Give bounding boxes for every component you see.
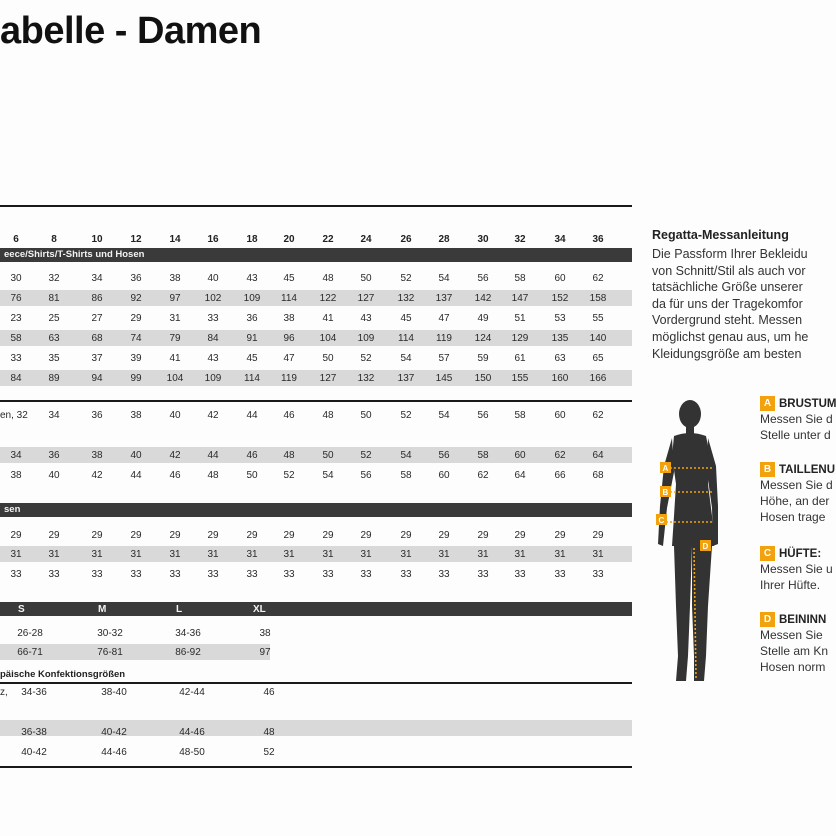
table-cell: 38-40 (101, 687, 127, 698)
table-cell: 84 (10, 373, 22, 384)
table-cell: 124 (474, 333, 492, 344)
table-cell: 42 (169, 450, 181, 461)
table-cell: 48 (207, 470, 219, 481)
section-rule (0, 400, 632, 402)
table-cell: 29 (169, 530, 181, 541)
table-cell: 42 (207, 410, 219, 421)
table-cell: 84 (207, 333, 219, 344)
legend-text: Messen Sie d (760, 412, 833, 426)
table-cell: 50 (322, 353, 334, 364)
table-cell: 62 (592, 273, 604, 284)
table-cell: 29 (130, 530, 142, 541)
table-cell: 65 (592, 353, 604, 364)
table-cell: 86-92 (175, 647, 201, 658)
table-cell: 31 (91, 549, 103, 560)
table-cell: 33 (91, 569, 103, 580)
table-cell: 51 (514, 313, 526, 324)
table-cell: 43 (246, 273, 258, 284)
table-cell: 29 (283, 530, 295, 541)
table-cell: 66-71 (17, 647, 43, 658)
section-bar-sml (0, 602, 632, 616)
table-cell: 52 (283, 470, 295, 481)
table-cell: 45 (283, 273, 295, 284)
table-cell: 60 (554, 273, 566, 284)
table-cell: 160 (551, 373, 569, 384)
table-cell: 31 (400, 549, 412, 560)
table-cell: 31 (592, 549, 604, 560)
size-header: 18 (246, 234, 258, 245)
table-cell: 31 (438, 549, 450, 560)
legend-title: HÜFTE: (779, 547, 822, 560)
table-cell: 104 (319, 333, 337, 344)
table-cell: 155 (511, 373, 529, 384)
table-cell: 29 (246, 530, 258, 541)
table-cell: 42-44 (179, 687, 205, 698)
row-label: en, 32 (0, 410, 28, 421)
table-cell: 114 (244, 373, 260, 384)
table-cell: 33 (246, 569, 258, 580)
table-cell: 46 (246, 450, 258, 461)
table-cell: 60 (514, 450, 526, 461)
legend-text: Hosen norm (760, 660, 826, 674)
table-cell: 114 (281, 293, 297, 304)
table-bottom-rule (0, 766, 632, 768)
table-cell: 86 (91, 293, 103, 304)
table-cell: 55 (592, 313, 604, 324)
table-cell: 62 (477, 470, 489, 481)
table-cell: 52 (400, 410, 412, 421)
table-cell: 54 (438, 410, 450, 421)
table-cell: 33 (592, 569, 604, 580)
table-cell: 96 (283, 333, 295, 344)
table-cell: 30-32 (97, 628, 123, 639)
table-cell: 52 (360, 353, 372, 364)
table-cell: 97 (259, 647, 271, 658)
table-cell: 44 (207, 450, 219, 461)
guide-line: möglichst genau aus, um he (652, 329, 809, 344)
table-cell: 38 (169, 273, 181, 284)
table-cell: 58 (477, 450, 489, 461)
table-cell: 60 (554, 410, 566, 421)
badge-a: A (760, 396, 775, 411)
table-cell: 38 (283, 313, 295, 324)
size-header: 14 (169, 234, 181, 245)
table-cell: 32 (48, 273, 60, 284)
table-cell: 61 (514, 353, 526, 364)
table-cell: 48-50 (179, 747, 205, 758)
table-cell: 29 (207, 530, 219, 541)
table-cell: 158 (589, 293, 607, 304)
table-cell: 31 (477, 549, 489, 560)
table-cell: 99 (130, 373, 142, 384)
table-cell: 79 (169, 333, 181, 344)
table-cell: 33 (10, 353, 22, 364)
size-letter-header: S (18, 604, 25, 615)
table-cell: 54 (322, 470, 334, 481)
legend-title: BRUSTUM (779, 397, 836, 410)
table-cell: 29 (477, 530, 489, 541)
table-cell: 137 (397, 373, 415, 384)
guide-line: Vordergrund steht. Messen (652, 313, 803, 328)
table-cell: 114 (398, 333, 414, 344)
legend-title: TAILLENU (779, 463, 836, 476)
table-cell: 81 (48, 293, 60, 304)
table-cell: 54 (400, 450, 412, 461)
legend-hip (760, 546, 836, 593)
table-cell: 33 (283, 569, 295, 580)
table-cell: 31 (207, 549, 219, 560)
guide-heading: Regatta-Messanleitung (652, 228, 789, 242)
table-cell: 33 (322, 569, 334, 580)
table-cell: 50 (360, 273, 372, 284)
table-cell: 102 (204, 293, 222, 304)
table-cell: 31 (169, 313, 181, 324)
size-header: 34 (554, 234, 566, 245)
table-cell: 97 (169, 293, 181, 304)
table-cell: 29 (438, 530, 450, 541)
table-cell: 62 (554, 450, 566, 461)
table-cell: 37 (91, 353, 103, 364)
table-cell: 40-42 (101, 727, 127, 738)
table-cell: 38 (91, 450, 103, 461)
table-cell: 52 (360, 450, 372, 461)
table-cell: 26-28 (17, 628, 43, 639)
table-cell: 33 (207, 313, 219, 324)
badge-c: C (760, 546, 775, 561)
figure-label-b: B (662, 488, 669, 497)
table-cell: 31 (554, 549, 566, 560)
table-cell: 39 (130, 353, 142, 364)
table-cell: 33 (169, 569, 181, 580)
table-cell: 33 (207, 569, 219, 580)
table-cell: 91 (246, 333, 258, 344)
table-cell: 33 (10, 569, 22, 580)
table-cell: 31 (360, 549, 372, 560)
table-cell: 25 (48, 313, 60, 324)
table-cell: 46 (169, 470, 181, 481)
table-cell: 132 (357, 373, 375, 384)
table-cell: 29 (91, 530, 103, 541)
table-cell: 29 (554, 530, 566, 541)
table-cell: 38 (259, 628, 271, 639)
size-header: 20 (283, 234, 295, 245)
table-cell: 59 (477, 353, 489, 364)
table-cell: 35 (48, 353, 60, 364)
table-cell: 33 (48, 569, 60, 580)
table-cell: 29 (130, 313, 142, 324)
table-cell: 56 (477, 273, 489, 284)
table-cell: 47 (438, 313, 450, 324)
table-cell: 36 (91, 410, 103, 421)
section-bar-fleece (0, 248, 632, 262)
table-cell: 47 (283, 353, 295, 364)
table-cell: 57 (438, 353, 450, 364)
table-cell: 36 (48, 450, 60, 461)
table-cell: 33 (438, 569, 450, 580)
table-cell: 132 (397, 293, 415, 304)
table-cell: 33 (130, 569, 142, 580)
table-cell: 109 (243, 293, 261, 304)
table-cell: 41 (169, 353, 181, 364)
legend-text: Messen Sie d (760, 478, 833, 492)
table-cell: 50 (360, 410, 372, 421)
table-cell: 129 (511, 333, 529, 344)
table-cell: 62 (592, 410, 604, 421)
table-cell: 60 (438, 470, 450, 481)
size-header: 22 (322, 234, 334, 245)
table-cell: 152 (551, 293, 569, 304)
table-cell: 76-81 (97, 647, 123, 658)
table-cell: 52 (263, 747, 275, 758)
table-cell: 31 (246, 549, 258, 560)
table-cell: 44-46 (101, 747, 127, 758)
table-cell: 29 (400, 530, 412, 541)
table-cell: 68 (91, 333, 103, 344)
table-cell: 58 (400, 470, 412, 481)
size-header: 28 (438, 234, 450, 245)
table-cell: 31 (514, 549, 526, 560)
table-cell: 29 (48, 530, 60, 541)
section-label: sen (4, 504, 21, 515)
guide-line: von Schnitt/Stil als auch vor (652, 263, 806, 278)
section-label-european: päische Konfektionsgrößen (0, 669, 126, 680)
table-cell: 42 (91, 470, 103, 481)
legend-text: Hosen trage (760, 510, 826, 524)
table-cell: 34 (91, 273, 103, 284)
table-cell: 63 (554, 353, 566, 364)
table-cell: 29 (592, 530, 604, 541)
size-letter-header: M (98, 604, 107, 615)
table-cell: 43 (207, 353, 219, 364)
table-cell: 33 (514, 569, 526, 580)
table-cell: 150 (474, 373, 492, 384)
table-cell: 46 (283, 410, 295, 421)
legend-title: BEININN (779, 613, 827, 626)
table-cell: 76 (10, 293, 22, 304)
table-cell: 48 (283, 450, 295, 461)
table-cell: 31 (10, 549, 22, 560)
guide-line: Die Passform Ihrer Bekleidu (652, 247, 808, 261)
table-cell: 119 (436, 333, 452, 344)
size-header: 26 (400, 234, 412, 245)
table-cell: 104 (166, 373, 184, 384)
table-cell: 45 (400, 313, 412, 324)
legend-text: Stelle unter d (760, 428, 831, 442)
table-cell: 33 (360, 569, 372, 580)
legend-text: Messen Sie u (760, 562, 833, 576)
table-cell: 52 (400, 273, 412, 284)
size-header: 6 (13, 234, 19, 245)
table-cell: 137 (435, 293, 453, 304)
table-cell: 58 (514, 273, 526, 284)
table-cell: 119 (281, 373, 297, 384)
table-cell: 29 (10, 530, 22, 541)
table-cell: 127 (319, 373, 337, 384)
table-cell: 44 (246, 410, 258, 421)
table-cell: 66 (554, 470, 566, 481)
table-cell: 43 (360, 313, 372, 324)
measuring-guide (652, 228, 836, 362)
table-cell: 44 (130, 470, 142, 481)
table-cell: 44-46 (179, 727, 205, 738)
table-cell: 48 (263, 727, 275, 738)
table-cell: 58 (10, 333, 22, 344)
table-cell: 40 (48, 470, 60, 481)
table-cell: 145 (435, 373, 453, 384)
size-header: 16 (207, 234, 219, 245)
table-cell: 166 (589, 373, 607, 384)
table-cell: 31 (283, 549, 295, 560)
badge-d: D (760, 612, 775, 627)
size-header: 30 (477, 234, 489, 245)
table-cell: 58 (514, 410, 526, 421)
table-cell: 41 (322, 313, 334, 324)
table-cell: 54 (400, 353, 412, 364)
table-cell: 109 (204, 373, 222, 384)
table-cell: 46 (263, 687, 275, 698)
table-cell: 64 (514, 470, 526, 481)
table-cell: 48 (322, 273, 334, 284)
table-cell: 48 (322, 410, 334, 421)
size-header: 12 (130, 234, 142, 245)
table-cell: 34-36 (21, 687, 47, 698)
table-cell: 50 (322, 450, 334, 461)
table-cell: 45 (246, 353, 258, 364)
guide-line: da für uns der Tragekomfor (652, 296, 803, 311)
table-cell: 40 (130, 450, 142, 461)
table-cell: 36 (130, 273, 142, 284)
table-cell: 29 (322, 530, 334, 541)
section-rule (0, 682, 632, 684)
table-cell: 33 (477, 569, 489, 580)
table-cell: 40-42 (21, 747, 47, 758)
table-cell: 38 (10, 470, 22, 481)
legend-text: Ihrer Hüfte. (760, 578, 821, 592)
legend-inseam (760, 612, 836, 675)
table-cell: 147 (511, 293, 529, 304)
figure-label-c: C (658, 516, 665, 525)
section-bar-trousers (0, 503, 632, 517)
size-letter-header: L (176, 604, 183, 615)
table-cell: 53 (554, 313, 566, 324)
table-cell: 31 (48, 549, 60, 560)
table-cell: 54 (438, 273, 450, 284)
table-cell: 30 (10, 273, 22, 284)
table-cell: 31 (322, 549, 334, 560)
table-cell: 34 (48, 410, 60, 421)
guide-line: Kleidungsgröße am besten (652, 346, 802, 361)
table-top-rule (0, 205, 632, 207)
legend-text: Stelle am Kn (760, 644, 829, 658)
table-cell: 56 (438, 450, 450, 461)
section-label: eece/Shirts/T-Shirts und Hosen (4, 249, 145, 260)
table-cell: 23 (10, 313, 22, 324)
table-cell: 49 (477, 313, 489, 324)
table-row-shade (0, 720, 632, 736)
table-cell: 109 (357, 333, 375, 344)
table-cell: 50 (246, 470, 258, 481)
table-cell: 33 (400, 569, 412, 580)
guide-line: tatsächliche Größe unserer (652, 280, 803, 295)
table-cell: 122 (319, 293, 337, 304)
badge-b: B (760, 462, 775, 477)
table-cell: 38 (130, 410, 142, 421)
table-cell: 92 (130, 293, 142, 304)
table-cell: 34 (10, 450, 22, 461)
table-cell: 31 (130, 549, 142, 560)
table-cell: 34-36 (175, 628, 201, 639)
table-cell: 36-38 (21, 727, 47, 738)
table-cell: 74 (130, 333, 142, 344)
size-header: 32 (514, 234, 526, 245)
size-header: 36 (592, 234, 604, 245)
row-label: z, (0, 687, 8, 698)
table-cell: 89 (48, 373, 60, 384)
table-cell: 142 (474, 293, 492, 304)
size-letter-header: XL (253, 604, 266, 615)
legend-text: Höhe, an der (760, 494, 830, 508)
table-cell: 33 (554, 569, 566, 580)
table-cell: 56 (360, 470, 372, 481)
legend-bust (760, 396, 836, 443)
table-cell: 40 (207, 273, 219, 284)
figure-label-d: D (702, 542, 709, 551)
page-title: abelle - Damen (0, 10, 262, 52)
legend-text: Messen Sie (760, 628, 823, 642)
table-cell: 68 (592, 470, 604, 481)
table-cell: 40 (169, 410, 181, 421)
table-cell: 29 (514, 530, 526, 541)
table-cell: 63 (48, 333, 60, 344)
table-cell: 64 (592, 450, 604, 461)
legend-waist (760, 462, 836, 525)
table-cell: 31 (169, 549, 181, 560)
table-cell: 29 (360, 530, 372, 541)
table-cell: 135 (551, 333, 569, 344)
body-silhouette-figure (652, 396, 722, 686)
table-cell: 56 (477, 410, 489, 421)
table-cell: 27 (91, 313, 103, 324)
table-cell: 127 (357, 293, 375, 304)
figure-label-a: A (662, 464, 669, 473)
table-cell: 36 (246, 313, 258, 324)
table-cell: 94 (91, 373, 103, 384)
size-header: 8 (51, 234, 57, 245)
table-cell: 140 (589, 333, 607, 344)
size-header: 24 (360, 234, 372, 245)
size-header: 10 (91, 234, 103, 245)
